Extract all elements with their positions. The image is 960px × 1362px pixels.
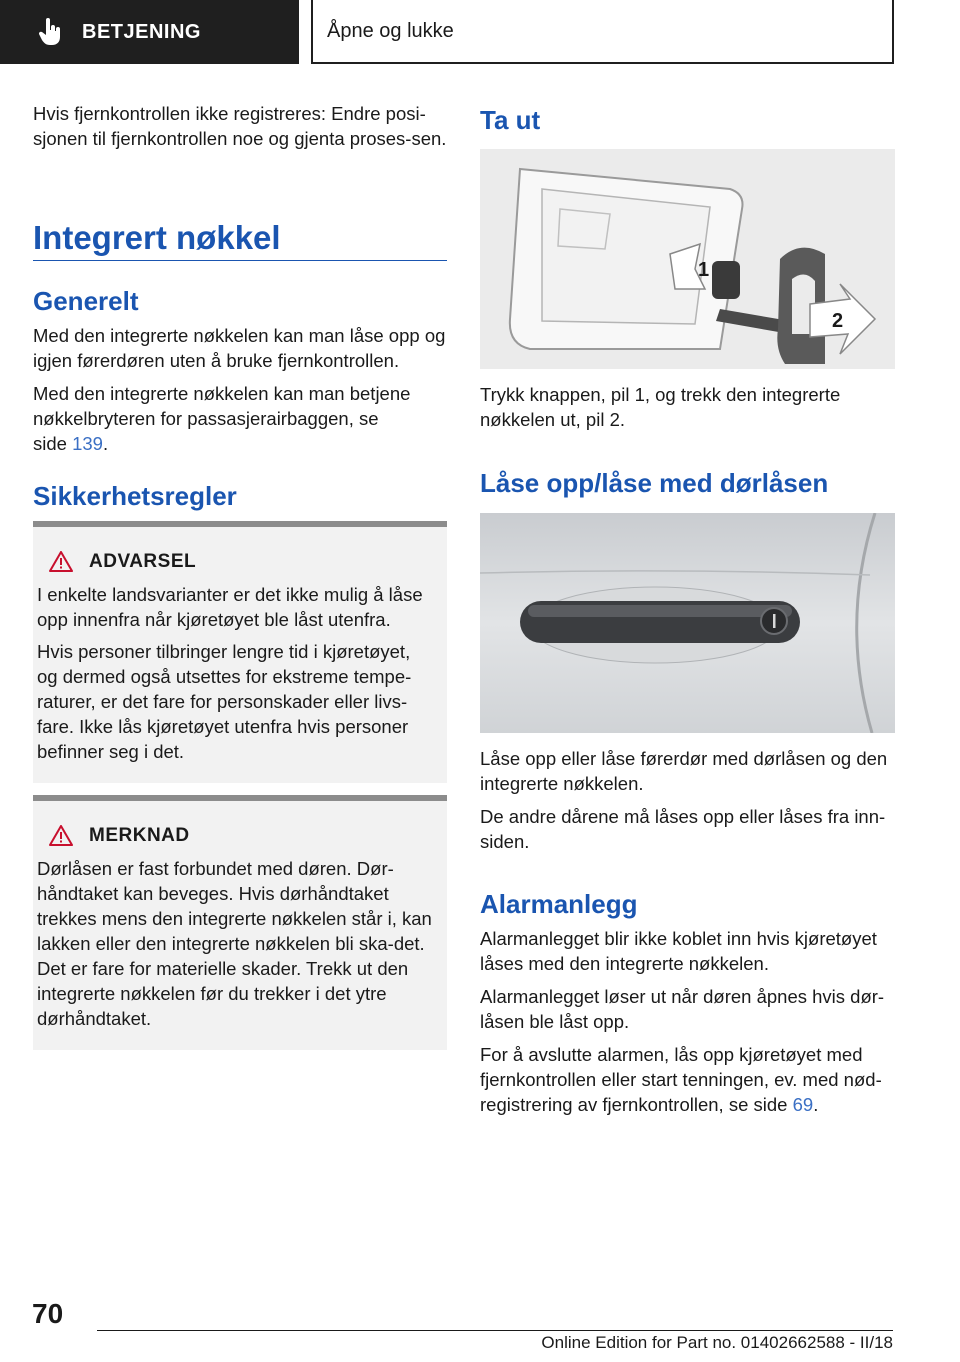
footer-edition: Online Edition for Part no. 01402662588 - II/18 [541, 1333, 893, 1352]
warning-paragraph-1: I enkelte landsvarianter er det ikke mulig å låse opp innenfra når kjøretøyet ble låst utenfra. [37, 584, 423, 630]
note-bar [33, 795, 447, 801]
generelt-p2-end: . [102, 433, 109, 454]
alarm-p3-text: For å avslutte alarmen, lås opp kjøretøyet med fjernkontrollen eller start tenningen, ev. med nød-registrering av fjernkontrollen, se side [480, 1044, 882, 1115]
note-paragraph-1: Dørlåsen er fast forbundet med døren. Dør-håndtaket kan beveges. Hvis dørhåndtaket trekkes mens den integrerte nøkkelen står i, kan lakken eller den integrerte nøkkelen bli ska-det. Det er fare for materielle skader. Trekk ut den integrerte nøkkelen før du trekker i det ytre dørhåndtaket. [37, 858, 432, 1029]
alarm-heading: Alarmanlegg [480, 889, 638, 919]
lock-paragraph-1: Låse opp eller låse førerdør med dørlåsen og den integrerte nøkkelen. [480, 748, 888, 794]
page-number: 70 [32, 1298, 64, 1329]
main-heading-block [33, 218, 447, 258]
intro-paragraph [33, 101, 447, 151]
safety-section [33, 480, 447, 512]
ta-ut-body [480, 382, 894, 432]
ta-ut-text: Trykk knappen, pil 1, og trekk den integrerte nøkkelen ut, pil 2. [480, 384, 841, 430]
alarm-paragraph-1: Alarmanlegget blir ikke koblet inn hvis kjøretøyet låses med den integrerte nøkkelen. [480, 928, 877, 974]
alarm-p3-end: . [813, 1094, 819, 1115]
generelt-p2-text: Med den integrerte nøkkelen kan man betjene nøkkelbryteren for passasjerairbaggen, se [33, 383, 411, 429]
door-handle-illustration [480, 513, 895, 733]
caution-triangle-icon [49, 825, 73, 846]
alarm-section [480, 888, 894, 920]
alarm-paragraph-2: Alarmanlegget løser ut når døren åpnes hvis dør-låsen ble låst opp. [480, 986, 885, 1032]
generelt-section [33, 285, 447, 317]
alarm-body [480, 926, 895, 1117]
key-removal-illustration [480, 149, 895, 369]
note-header [49, 823, 447, 848]
chapter-title: Åpne og lukke [327, 19, 454, 42]
alarm-paragraph-3 [480, 1042, 895, 1117]
page-link-69[interactable]: 69 [792, 1094, 814, 1115]
generelt-heading: Generelt [33, 286, 139, 316]
warning-paragraph-2: Hvis personer tilbringer lengre tid i kjøretøyet, og dermed også utsettes for ekstreme tempe-raturer, er det fare for personskader eller livs-fare. Ikke lås kjøretøyet utenfra hvis personer befinner seg i det. [37, 641, 412, 762]
note-title: MERKNAD [89, 825, 190, 846]
arrow-2-label: 2 [832, 310, 844, 332]
warning-triangle-icon [49, 551, 73, 572]
lock-section [480, 467, 894, 499]
generelt-p2-side: side [33, 433, 67, 454]
warning-bar [33, 521, 447, 527]
generelt-paragraph-2 [33, 381, 447, 456]
warning-title: ADVARSEL [89, 551, 197, 572]
section-label: BETJENING [82, 20, 201, 43]
hand-pointer-icon [30, 0, 70, 64]
safety-heading: Sikkerhetsregler [33, 481, 237, 511]
lock-heading: Låse opp/låse med dørlåsen [480, 468, 829, 498]
door-handle-figure [480, 513, 895, 733]
section-tab [0, 0, 299, 64]
key-removal-figure [480, 149, 895, 369]
warning-body [33, 582, 447, 764]
ta-ut-section [480, 104, 894, 136]
heading-rule [33, 260, 447, 261]
arrow-1-label: 1 [698, 259, 710, 281]
note-box [33, 795, 447, 1050]
page-link-139[interactable]: 139 [72, 433, 103, 454]
ta-ut-heading: Ta ut [480, 105, 541, 135]
main-heading: Integrert nøkkel [33, 219, 281, 256]
footer-rule [97, 1330, 893, 1331]
chapter-title-box [311, 0, 894, 64]
warning-header [49, 549, 447, 574]
note-body [33, 856, 447, 1031]
generelt-body [33, 323, 447, 456]
lock-paragraph-2: De andre dårene må låses opp eller låses fra inn-siden. [480, 806, 886, 852]
warning-box [33, 521, 447, 783]
intro-text: Hvis fjernkontrollen ikke registreres: Endre posi-sjonen til fjernkontrollen noe og gjenta proses-sen. [33, 103, 447, 149]
lock-body [480, 746, 895, 854]
generelt-paragraph-1: Med den integrerte nøkkelen kan man låse opp og igjen førerdøren uten å bruke fjernkontrollen. [33, 325, 446, 371]
